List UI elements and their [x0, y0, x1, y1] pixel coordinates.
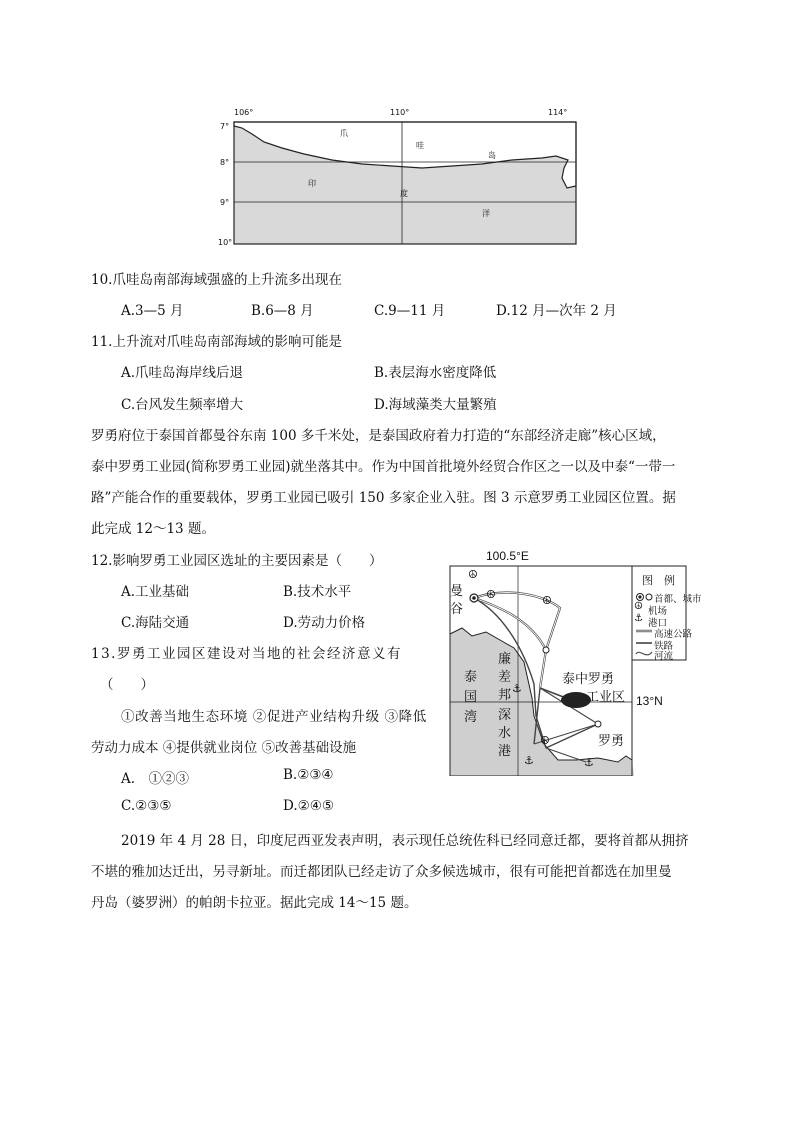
island-char-2: 哇 [416, 141, 424, 150]
q10-stem: 10.爪哇岛南部海域强盛的上升流多出现在 [91, 272, 342, 288]
anchor-icon: ⚓ [524, 754, 534, 767]
lat-label: 13°N [636, 694, 663, 708]
lon-label-110: 110° [390, 108, 410, 117]
island-char-3: 岛 [488, 151, 496, 160]
port-label-5: 水 [498, 726, 512, 741]
q13-items-line-1: ①改善当地生态环境 ②促进产业结构升级 ③降低 [121, 709, 427, 725]
passage1-line-1: 罗勇府位于泰国首都曼谷东南 100 多千米处，是泰国政府着力打造的“东部经济走廊”核心区域， [91, 428, 666, 444]
lon-label-106: 106° [234, 108, 254, 117]
q13-option-d: D.②④⑤ [283, 798, 334, 814]
port-label-2: 差 [498, 670, 512, 685]
q13-option-b: B.②③④ [283, 767, 334, 783]
lon-label: 100.5°E [486, 549, 529, 563]
lon-label-114: 114° [548, 108, 568, 117]
park-label-2: 工业区 [586, 690, 626, 705]
legend-title: 图 例 [642, 574, 675, 587]
q13-option-c: C.②③⑤ [121, 798, 172, 814]
legend-railway: 铁路 [654, 641, 674, 652]
q11-stem: 11.上升流对爪哇岛南部海域的影响可能是 [91, 334, 342, 350]
legend-anchor-icon: ⚓ [634, 613, 643, 624]
q11-option-c: C.台风发生频率增大 [121, 397, 244, 413]
port-label-1: 廉 [498, 652, 512, 667]
anchor-icon: ⚓ [584, 756, 594, 769]
airport-icon: ☮ [486, 588, 496, 601]
legend-highway: 高速公路 [654, 629, 693, 640]
lat-label-7: 7° [220, 122, 230, 131]
gulf-label-1: 泰 [464, 670, 478, 685]
q11-option-b: B.表层海水密度降低 [374, 365, 497, 381]
port-label-4: 深 [498, 708, 512, 723]
anchor-icon: ⚓ [512, 682, 522, 695]
legend-city: 首都、城市 [654, 594, 702, 605]
ocean-char-2: 度 [400, 189, 408, 198]
q13-stem-line-2: （ ） [100, 677, 154, 693]
q12-option-c: C.海陆交通 [121, 615, 190, 631]
q10-option-d: D.12 月—次年 2 月 [496, 303, 617, 319]
q10-option-a: A.3—5 月 [121, 303, 184, 319]
q11-option-a: A.爪哇岛海岸线后退 [121, 365, 244, 381]
q10-option-c: C.9—11 月 [374, 303, 446, 319]
island-char-1: 爪 [340, 129, 348, 138]
legend-airport: 机场 [648, 606, 668, 617]
lat-label-8: 8° [220, 158, 230, 167]
gulf-label-2: 国 [464, 690, 478, 705]
passage2-line-1: 2019 年 4 月 28 日，印度尼西亚发表声明，表示现任总统佐科已经同意迁都，要将首都从拥挤 [121, 833, 689, 849]
port-label-6: 港 [498, 744, 512, 759]
rayong-label: 罗勇 [598, 734, 625, 749]
airport-icon: ☮ [542, 594, 552, 607]
lat-label-10: 10° [218, 238, 233, 247]
gulf-label-3: 湾 [464, 710, 478, 725]
lat-label-9: 9° [220, 198, 230, 207]
q12-option-d: D.劳动力价格 [283, 615, 366, 631]
passage2-line-2: 不堪的雅加达迁出，另寻新址。而迁都团队已经走访了众多候选城市，很有可能把首都选在加里曼 [91, 864, 672, 880]
java-map [212, 104, 584, 250]
q13-stem-line-1: 13.罗勇工业园区建设对当地的社会经济意义有 [91, 646, 402, 662]
airport-icon: ☮ [468, 568, 478, 581]
legend-port: 港口 [648, 618, 668, 629]
passage1-line-4: 此完成 12～13 题。 [91, 521, 215, 537]
q12-option-b: B.技术水平 [283, 584, 352, 600]
passage1-line-3: 路”产能合作的重要载体，罗勇工业园已吸引 150 多家企业入驻。图 3 示意罗勇工业园区位置。据 [91, 490, 676, 506]
airport-icon: ☮ [540, 734, 550, 747]
q12-stem: 12.影响罗勇工业园区选址的主要因素是（ ） [91, 553, 383, 569]
q13-items-line-2: 劳动力成本 ④提供就业岗位 ⑤改善基础设施 [91, 740, 357, 756]
q13-option-a: A. ①②③ [121, 771, 190, 787]
q11-option-d: D.海域藻类大量繁殖 [374, 397, 497, 413]
ocean-char-1: 印 [308, 179, 316, 188]
bangkok-label-1: 曼 [450, 584, 464, 599]
passage1-line-2: 泰中罗勇工业园(简称罗勇工业园)就坐落其中。作为中国首批境外经贸合作区之一以及中泰“一带一 [91, 459, 676, 475]
port-label-3: 邦 [498, 688, 512, 703]
q10-option-b: B.6—8 月 [251, 303, 314, 319]
park-label-1: 泰中罗勇 [562, 672, 615, 687]
legend-river: 河流 [654, 651, 674, 662]
ocean-char-3: 洋 [482, 209, 490, 218]
passage2-line-3: 丹岛（婆罗洲）的帕朗卡拉亚。据此完成 14～15 题。 [91, 895, 418, 911]
legend-airport-icon: ☮ [634, 601, 643, 612]
rayong-map [448, 548, 702, 776]
bangkok-label-2: 谷 [450, 602, 464, 617]
q12-option-a: A.工业基础 [121, 584, 190, 600]
